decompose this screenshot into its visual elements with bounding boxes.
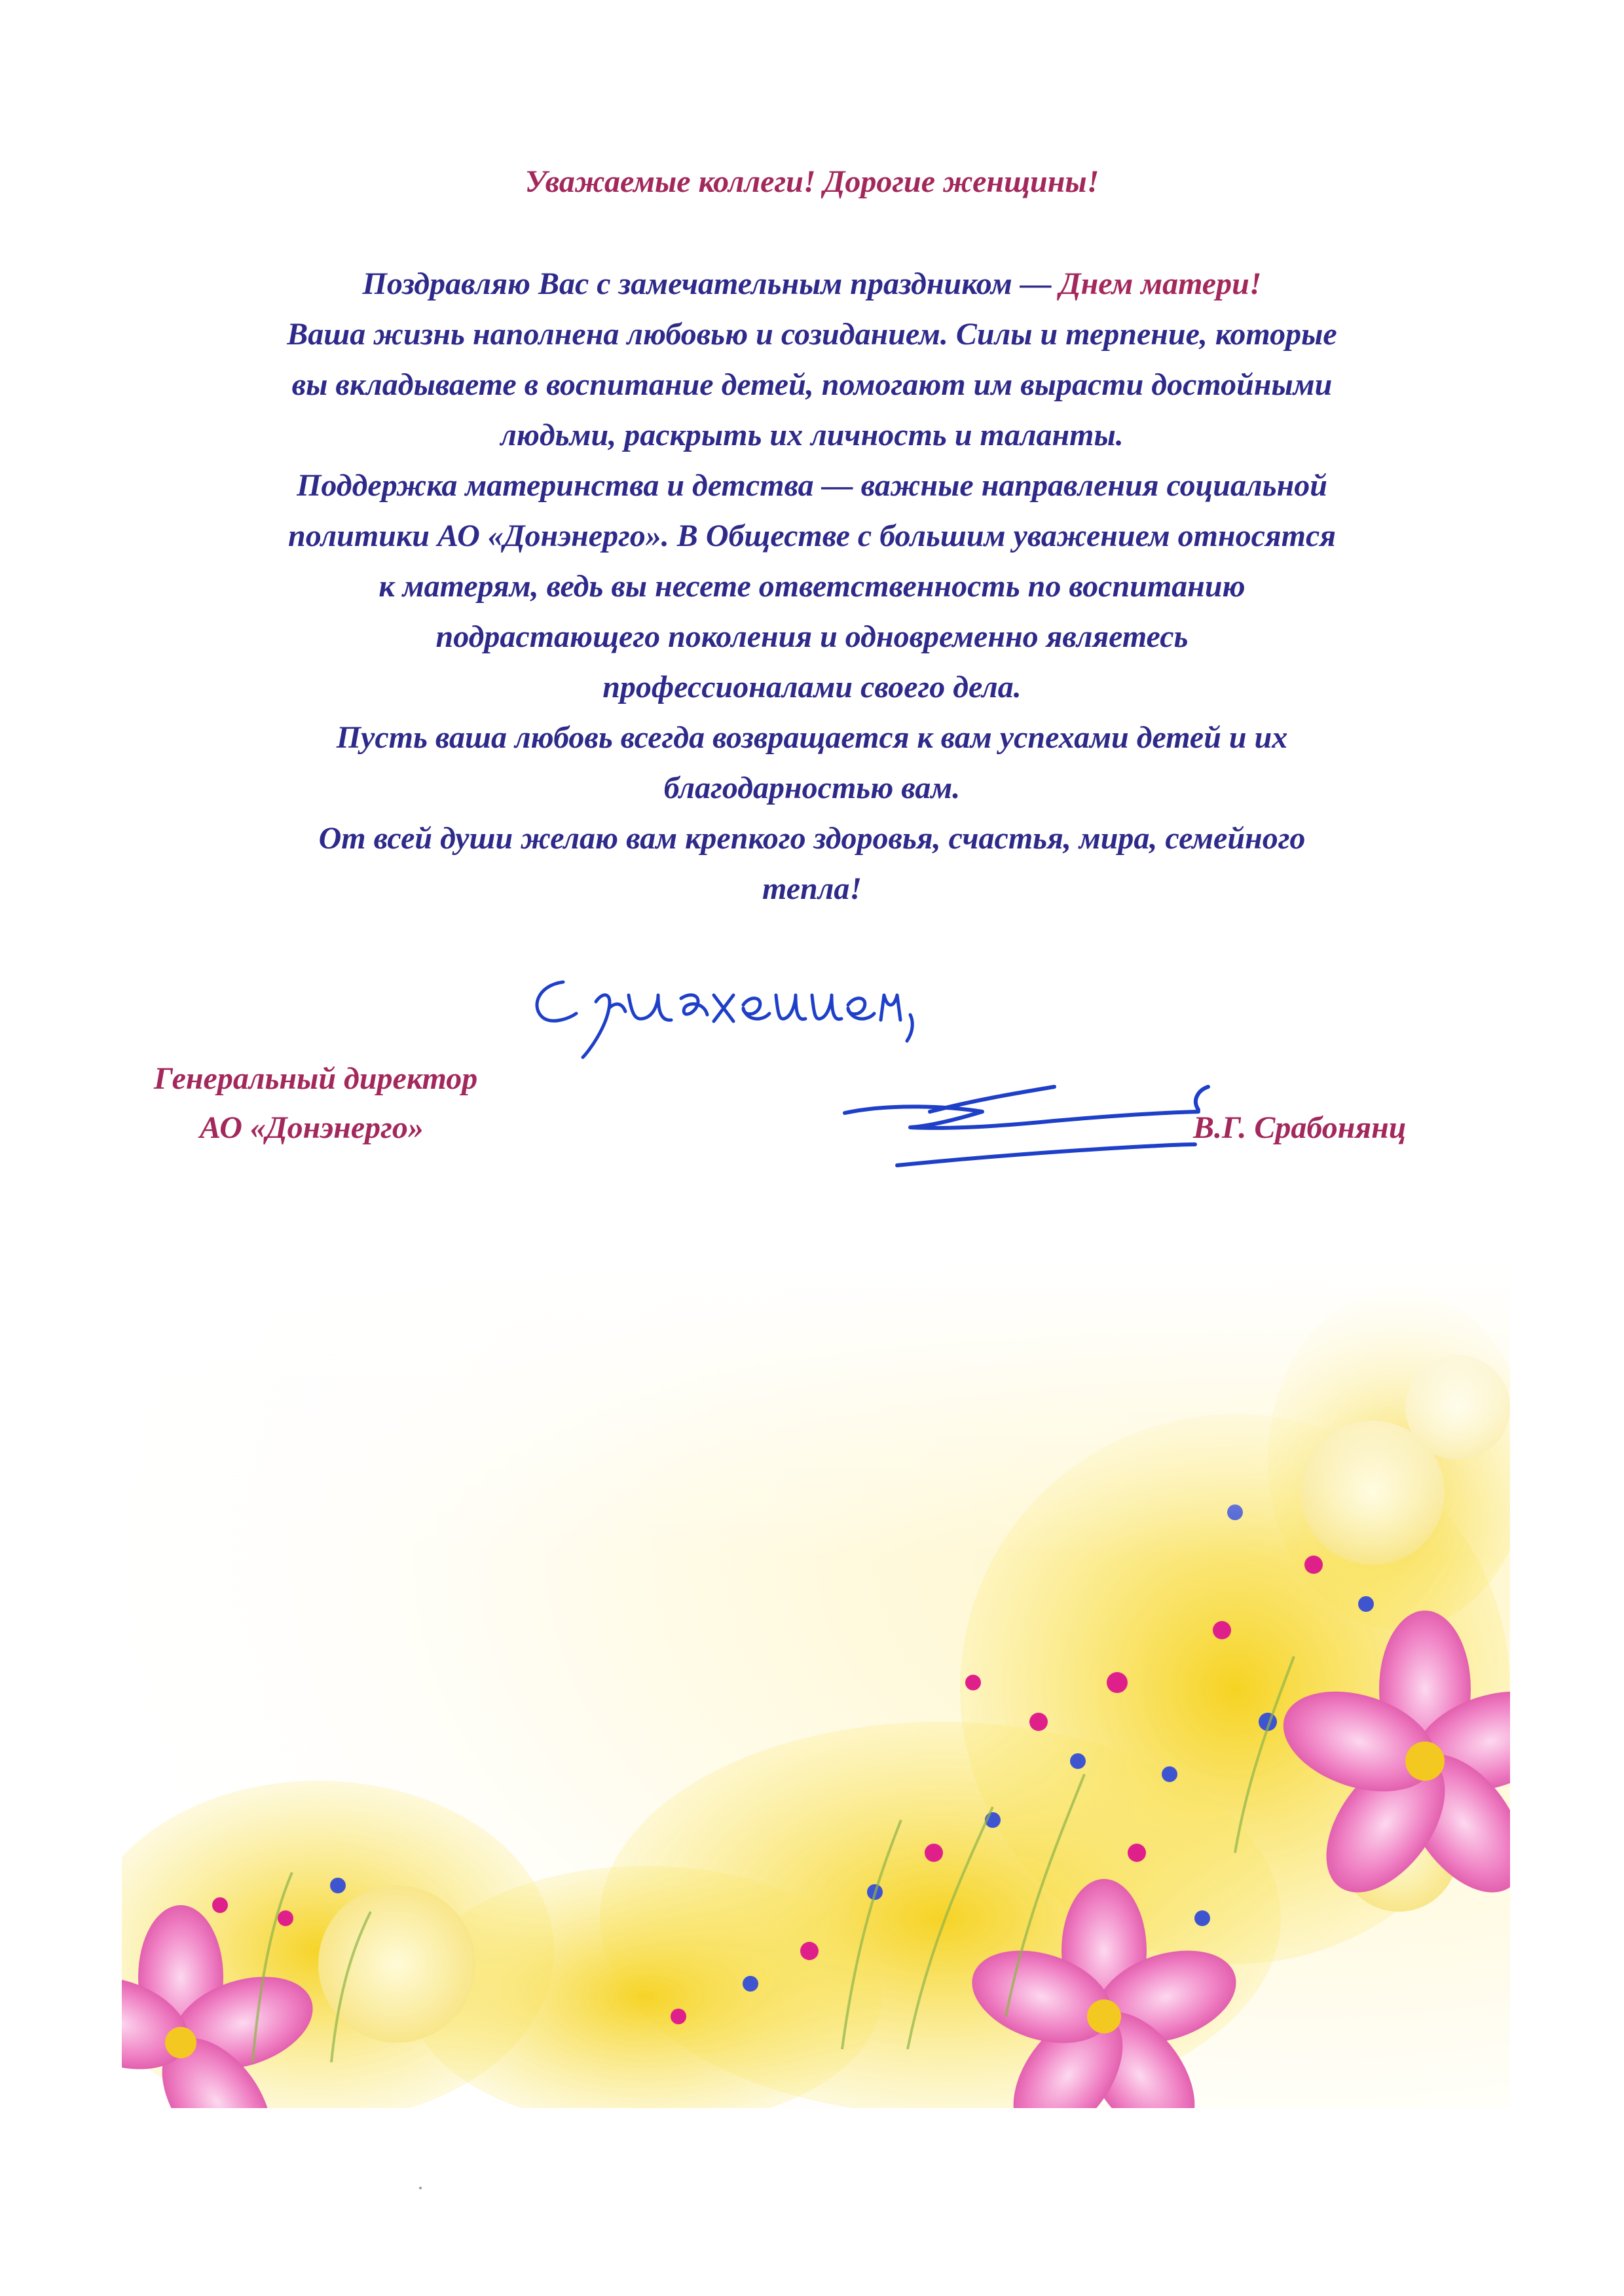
body-line: политики АО «Донэнерго». В Обществе с большим уважением относятся [288,519,1336,553]
signer-position-line2: АО «Донэнерго» [200,1110,424,1145]
body-line: людьми, раскрыть их личность и таланты. [500,418,1124,452]
floral-decoration [122,1264,1510,2108]
body-line: профессионалами своего дела. [602,670,1022,704]
signer-position-line1: Генеральный директор [154,1061,478,1096]
greeting-heading: Уважаемые коллеги! Дорогие женщины! [525,164,1099,199]
body-line: От всей души желаю вам крепкого здоровья, счастья, мира, семейного [318,821,1306,856]
handwritten-closing [517,956,976,1074]
body-line: Пусть ваша любовь всегда возвращается к вам успехами детей и их [336,720,1288,755]
body-line: к матерям, ведь вы несете ответственность по воспитанию [378,569,1246,604]
body-line: подрастающего поколения и одновременно являетесь [435,619,1189,654]
body-line [131,259,1493,309]
body-line: тепла! [762,871,862,906]
body-line-text: Поздравляю Вас с замечательным праздником — [362,266,1060,301]
body-line: Ваша жизнь наполнена любовью и созиданием. Силы и терпение, которые [287,317,1337,352]
scan-speck [419,2187,422,2189]
body-line: Поддержка материнства и детства — важные направления социальной [297,468,1327,503]
body-line: вы вкладываете в воспитание детей, помогают им вырасти достойными [291,367,1333,402]
director-signature [832,1067,1225,1185]
letter-body [131,259,1493,914]
body-line: благодарностью вам. [663,771,961,805]
holiday-name: Днем матери! [1059,266,1262,301]
signer-name: В.Г. Срабонянц [1193,1110,1407,1145]
